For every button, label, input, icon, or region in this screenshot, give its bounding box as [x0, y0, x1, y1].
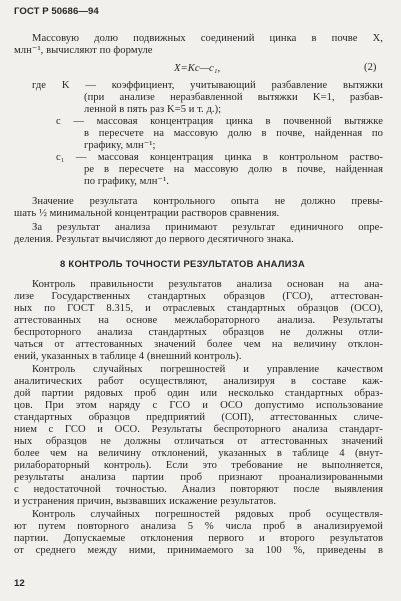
definition-line: где K — коэффициент, учитывающий разбавление вытяжки [32, 80, 383, 91]
body-line: дой партии рядовых проб один или несколько стандартных образ- [14, 388, 383, 399]
paragraph-line: За результат анализа принимают результат единичного опре- [32, 222, 383, 233]
definition-line: c₁ — массовая концентрация цинка в контрольном раство- [56, 152, 383, 163]
body-line: ных по ГОСТ 8.315, и отраслевых стандартных образцов (ОСО), [14, 303, 383, 314]
definition-line: (при анализе неразбавленной вытяжки K=1, разбав- [84, 92, 383, 103]
body-line: от среднего между ними, принимаемого за 100 %, приведены в [14, 545, 383, 556]
body-line: партии. Допускаемые отклонения первого и второго результатов [14, 533, 383, 544]
body-line: аттестованных на основе межлабораторного анализа. Результаты [14, 315, 383, 326]
body-line: результаты анализа партии проб признают проанализированными [14, 472, 383, 483]
body-line: ных образцов не должны отличаться от аттестованных значений [14, 436, 383, 447]
definition-line: ленной в пять раз K=5 и т. д.); [84, 104, 222, 115]
definition-line: c — массовая концентрация цинка в почвенной вытяжке [56, 116, 383, 127]
paragraph-line: деления. Результат вычисляют до первого десятичного знака. [14, 234, 294, 245]
paragraph-line: Значение результата контрольного опыта не должно превы- [32, 196, 383, 207]
page-number: 12 [14, 578, 25, 589]
body-line: аналитических работ осуществляют, анализируя в составе каж- [14, 376, 383, 387]
body-line: беспроторного анализа стандартных образцов не должны отли- [14, 327, 383, 338]
body-line: с недостаточной точностью. Анализ повторяют после выявления [14, 484, 383, 495]
formula: X=Kc—c₁, [174, 63, 221, 74]
definition-line: ре в пересчете на массовую долю в почве, найденная [84, 164, 383, 175]
body-line: и устранения причин, вызвавших искажение результатов. [14, 496, 277, 507]
standard-code-header: ГОСТ Р 50686—94 [14, 6, 99, 17]
body-line: чаться от аттестованных значений более чем на величину отклон- [14, 339, 383, 350]
formula-intro-line-1: Массовую долю подвижных соединений цинка в почве X, [32, 33, 383, 44]
definition-line: в пересчете на массовую долю в почве, найденная по [84, 128, 383, 139]
section-title: 8 КОНТРОЛЬ ТОЧНОСТИ РЕЗУЛЬТАТОВ АНАЛИЗА [60, 258, 306, 269]
body-line: ений, указанных в таблице 4 (внешний контроль). [14, 351, 242, 362]
body-line: стандартных образцов предприятий (СОП), аттестованных сличе- [14, 412, 383, 423]
body-line: рилабораторный контроль). Если это требование не выполняется, [14, 460, 383, 471]
body-line: Контроль случайных погрешностей рядовых проб осуществля- [32, 509, 383, 520]
definition-line: графику, млн⁻¹; [84, 140, 156, 151]
body-line: более чем на величину отклонений, указанных в таблице 4 (внут- [14, 448, 383, 459]
body-line: нием с ГСО и ОСО. Результаты беспроторного анализа стандарт- [14, 424, 383, 435]
definition-line: по графику, млн⁻¹. [84, 176, 169, 187]
formula-intro-line-2: млн⁻¹, вычисляют по формуле [14, 45, 153, 56]
body-line: ют путем повторного анализа 5 % числа проб в анализируемой [14, 521, 383, 532]
body-line: Контроль случайных погрешностей и управление качеством [32, 364, 383, 375]
body-line: цов. При этом наряду с ГСО и ОСО допустимо использование [14, 400, 383, 411]
body-line: лизе Государственных стандартных образцов (ГСО), аттестован- [14, 291, 383, 302]
paragraph-line: шать ½ минимальной концентрации растворов сравнения. [14, 208, 280, 219]
body-line: Контроль правильности результатов анализа основан на ана- [32, 279, 383, 290]
formula-number: (2) [364, 62, 377, 73]
